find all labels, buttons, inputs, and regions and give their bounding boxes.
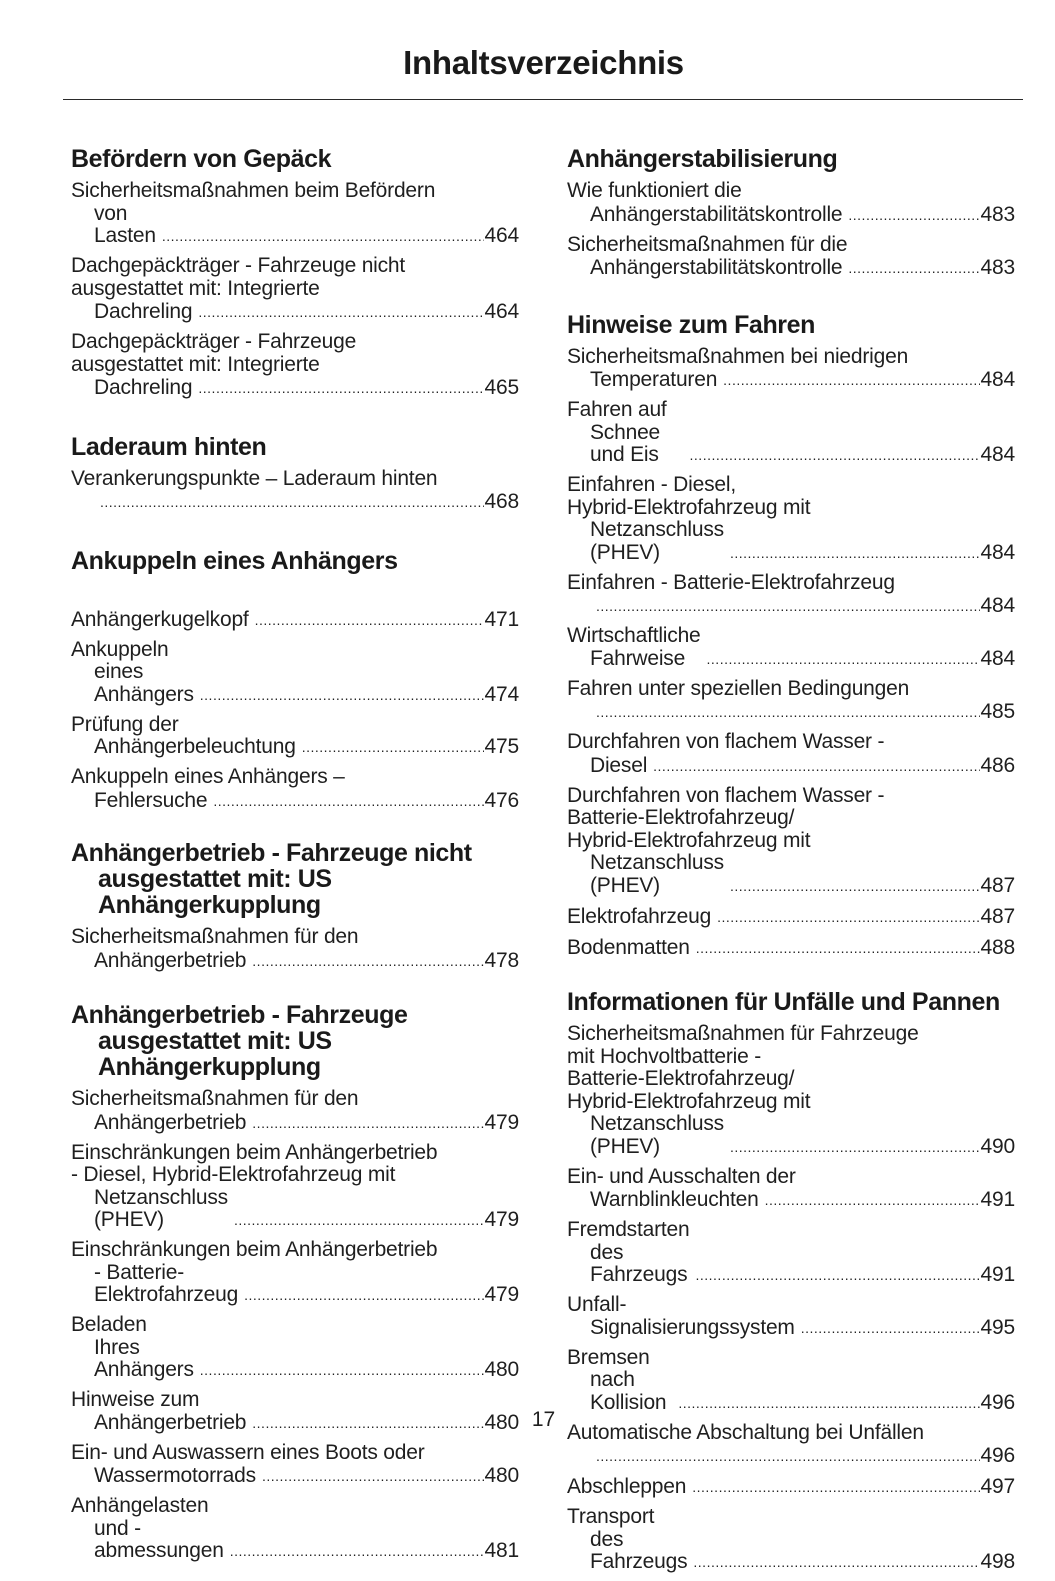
dot-leader [693, 1550, 979, 1574]
entry-page-number: 484 [980, 646, 1015, 670]
dot-leader [162, 224, 484, 248]
toc-entry-link[interactable] [567, 785, 1015, 898]
entry-title-line: Einfahren - Batterie-Elektrofahrzeug [567, 570, 895, 594]
toc-entry-link[interactable] [567, 234, 1015, 280]
dot-leader [234, 1208, 484, 1232]
toc-entry-link[interactable] [567, 1166, 1015, 1212]
entry-title-line: Hybrid-Elektrofahrzeug mit [567, 495, 811, 519]
entry-title-line: - Diesel, Hybrid-Elektrofahrzeug mit [71, 1163, 396, 1186]
toc-entry-link[interactable] [567, 731, 1015, 777]
entry-title-line: von Lasten [94, 201, 156, 247]
entry-title-line: Dachreling [94, 300, 193, 323]
entry-title-line: Wassermotorrads [94, 1464, 256, 1487]
toc-entry-link[interactable] [567, 1347, 1015, 1415]
page-number: 17 [531, 1408, 556, 1431]
entry-title-line: Sicherheitsmaßnahmen beim Befördern [71, 179, 436, 202]
entry-title-line: - Batterie-Elektrofahrzeug [94, 1260, 239, 1306]
entry-title-line: Anhängerbetrieb [94, 1110, 247, 1134]
entry-title: Wirtschaftliche Fahrweise [567, 624, 701, 670]
entry-title-line: Anhängerbetrieb [94, 948, 247, 972]
entry-title: Transport des Fahrzeugs [567, 1505, 688, 1573]
entry-title-line: Automatische Abschaltung bei Unfällen [567, 1420, 924, 1444]
entry-page-number: 497 [980, 1475, 1015, 1498]
dot-leader [200, 683, 484, 707]
toc-entry-link[interactable] [567, 1023, 1015, 1158]
entry-page-number: 498 [980, 1550, 1015, 1573]
entry-title-line: Anhängerstabilitätskontrolle [590, 202, 843, 226]
toc-entry-link[interactable] [71, 468, 519, 514]
toc-entry-link[interactable] [567, 1294, 1015, 1339]
entry-page-number: 491 [980, 1263, 1015, 1286]
entry-page-number: 479 [484, 1283, 519, 1306]
toc-entry-link[interactable] [71, 331, 519, 400]
dot-leader [100, 490, 484, 514]
entry-page-number: 483 [980, 256, 1015, 279]
entry-title-line: Wie funktioniert die [567, 179, 742, 202]
entry-title-line: Netzanschluss (PHEV) [590, 851, 724, 897]
entry-title-line: Sicherheitsmaßnahmen für den [71, 1087, 359, 1110]
entry-title-line: Sicherheitsmaßnahmen für die [567, 232, 848, 256]
dot-leader [717, 905, 979, 929]
dot-leader [213, 789, 483, 813]
entry-title-line: Einschränkungen beim Anhängerbetrieb [71, 1238, 438, 1261]
dot-leader [262, 1464, 484, 1488]
entry-title-line: Diesel [590, 753, 648, 777]
dot-leader [730, 874, 980, 898]
toc-entry-link[interactable] [71, 1495, 519, 1563]
entry-page-number: 478 [484, 948, 519, 972]
toc-entry-link[interactable] [567, 625, 1015, 670]
entry-title-line: Sicherheitsmaßnahmen bei niedrigen [567, 344, 909, 368]
entry-page-number: 487 [980, 873, 1015, 897]
toc-entry-link[interactable] [567, 1506, 1015, 1574]
toc-section [71, 840, 519, 972]
dot-leader [801, 1316, 980, 1340]
entry-title-line: Anhängerstabilitätskontrolle [590, 256, 843, 279]
entry-title-line: ausgestattet mit: Integrierte [71, 352, 320, 376]
entry-title: Fahren auf Schnee und Eis [567, 398, 667, 466]
entry-title-line: Ein- und Ausschalten der [567, 1164, 796, 1188]
toc-entry-link[interactable] [567, 905, 1015, 929]
entry-page-number: 484 [980, 594, 1015, 617]
entry-title-line: ausgestattet mit: Integrierte [71, 276, 320, 300]
dot-leader [200, 1358, 484, 1382]
entry-page-number: 484 [980, 368, 1015, 391]
entry-page-number: 484 [980, 443, 1015, 466]
entry-title-line: Dachreling [94, 376, 193, 399]
dot-leader [653, 754, 979, 778]
toc-entry-link[interactable] [567, 346, 1015, 392]
entry-title: Bremsen nach Kollision [567, 1345, 667, 1414]
toc-entry-link[interactable] [567, 678, 1015, 724]
toc-entry-link[interactable] [567, 474, 1015, 564]
section-heading: Anhängerbetrieb - Fahrzeuge nicht ausgestattet mit: US Anhängerkupplung [71, 839, 472, 919]
entry-title-line: Batterie-Elektrofahrzeug/ [567, 806, 795, 829]
entry-title-line: mit Hochvoltbatterie - [567, 1044, 762, 1068]
toc-entry-link[interactable] [567, 399, 1015, 467]
entry-title-line: Hybrid-Elektrofahrzeug mit [567, 828, 811, 852]
dot-leader [692, 1475, 979, 1499]
entry-page-number: 476 [484, 788, 519, 812]
section-heading: Anhängerbetrieb - Fahrzeuge ausgestattet mit: US Anhängerkupplung [71, 1001, 408, 1081]
left-column [71, 146, 519, 1570]
entry-title: Unfall-Signalisierungssystem [567, 1293, 795, 1339]
title-divider [63, 99, 1023, 100]
toc-entry-link[interactable] [71, 926, 519, 972]
entry-title-line: Einschränkungen beim Anhängerbetrieb [71, 1140, 438, 1164]
toc-entry-link[interactable] [71, 639, 519, 707]
entry-page-number: 484 [980, 540, 1015, 564]
entry-page-number: 480 [484, 1410, 519, 1434]
dot-leader [255, 608, 484, 632]
entry-page-number: 495 [980, 1315, 1015, 1339]
toc-entry-link[interactable] [71, 180, 519, 248]
dot-leader [198, 376, 483, 400]
entry-page-number: 487 [980, 904, 1015, 928]
entry-title-line: Dachgepäckträger - Fahrzeuge [71, 330, 357, 353]
entry-page-number: 491 [980, 1188, 1015, 1211]
section-heading: Laderaum hinten [71, 432, 267, 461]
dot-leader [690, 443, 980, 467]
entry-title-line: Durchfahren von flachem Wasser - [567, 783, 885, 807]
entry-page-number: 483 [980, 202, 1015, 226]
entry-title-line: Netzanschluss (PHEV) [590, 1112, 724, 1158]
entry-title-line: Fehlersuche [94, 788, 208, 812]
section-heading: Hinweise zum Fahren [567, 310, 816, 339]
entry-title: Prüfung der Anhängerbeleuchtung [71, 712, 296, 758]
entry-title-line: Ein- und Auswassern eines Boots oder [71, 1440, 425, 1464]
toc-entry-link[interactable] [71, 255, 519, 324]
dot-leader [730, 1135, 980, 1159]
entry-page-number: 475 [484, 735, 519, 758]
entry-title: Elektrofahrzeug [567, 904, 712, 928]
entry-title-line: Dachgepäckträger - Fahrzeuge nicht [71, 254, 406, 277]
toc-section [71, 548, 519, 813]
toc-entry-link[interactable] [71, 1239, 519, 1307]
toc-entry-link[interactable] [71, 766, 519, 812]
section-heading: Informationen für Unfälle und Pannen [567, 988, 1000, 1016]
section-heading: Anhängerstabilisierung [567, 145, 838, 173]
entry-title: Bodenmatten [567, 935, 690, 959]
toc-section [567, 312, 1015, 960]
entry-title-line: Hybrid-Elektrofahrzeug mit [567, 1089, 811, 1113]
entry-title-line: Einfahren - Diesel, [567, 473, 736, 496]
dot-leader [723, 368, 979, 392]
toc-section [567, 989, 1015, 1574]
entry-page-number: 496 [980, 1390, 1015, 1414]
toc-entry-link[interactable] [71, 1442, 519, 1488]
dot-leader [252, 949, 483, 973]
dot-leader [596, 594, 980, 618]
toc-section [71, 434, 519, 514]
toc-entry-link[interactable] [71, 714, 519, 759]
entry-title-line: Netzanschluss (PHEV) [590, 518, 724, 564]
entry-title: Ankuppeln eines Anhängers [71, 637, 194, 706]
entry-title-line: Ankuppeln eines Anhängers – [71, 765, 345, 788]
entry-page-number: 464 [484, 224, 519, 247]
section-heading: Ankuppeln eines Anhängers [71, 546, 398, 575]
entry-page-number: 485 [980, 700, 1015, 723]
entry-title: Anhängelasten und -abmessungen [71, 1494, 224, 1562]
entry-title-line: Batterie-Elektrofahrzeug/ [567, 1067, 795, 1090]
entry-title: Abschleppen [567, 1475, 687, 1498]
dot-leader [696, 936, 980, 960]
entry-title-line: Sicherheitsmaßnahmen für Fahrzeuge [567, 1022, 919, 1045]
toc-entry-link[interactable] [567, 936, 1015, 960]
entry-title-line: Verankerungspunkte – Laderaum hinten [71, 466, 438, 490]
dot-leader [765, 1188, 980, 1212]
toc-entry-link[interactable] [71, 1088, 519, 1134]
dot-leader [848, 203, 979, 227]
entry-title: Fremdstarten des Fahrzeugs [567, 1218, 690, 1286]
toc-section [71, 146, 519, 400]
entry-title: Beladen Ihres Anhängers [71, 1313, 194, 1381]
dot-leader [596, 700, 980, 724]
entry-page-number: 471 [484, 607, 519, 631]
toc-entry-link[interactable] [567, 180, 1015, 226]
entry-page-number: 464 [484, 300, 519, 323]
entry-title-line: Netzanschluss (PHEV) [94, 1185, 228, 1231]
entry-page-number: 480 [484, 1464, 519, 1487]
dot-leader [252, 1111, 483, 1135]
toc-entry-link[interactable] [567, 572, 1015, 618]
toc-section [71, 1002, 519, 1563]
entry-title-line: Warnblinkleuchten [590, 1188, 759, 1211]
dot-leader [848, 256, 979, 280]
entry-page-number: 486 [980, 753, 1015, 777]
entry-page-number: 479 [484, 1110, 519, 1134]
dot-leader [230, 1539, 484, 1563]
right-column [567, 146, 1015, 1581]
entry-title: Anhängerkugelkopf [71, 607, 249, 631]
entry-page-number: 490 [980, 1134, 1015, 1158]
dot-leader [198, 300, 483, 324]
entry-page-number: 488 [980, 935, 1015, 959]
entry-page-number: 468 [484, 490, 519, 513]
entry-title-line: Temperaturen [590, 368, 718, 391]
entry-title: Hinweise zum Anhängerbetrieb [71, 1388, 247, 1434]
entry-page-number: 479 [484, 1208, 519, 1231]
entry-title-line: Fahren unter speziellen Bedingungen [567, 676, 910, 700]
entry-title-line: Sicherheitsmaßnahmen für den [71, 925, 359, 948]
entry-page-number: 496 [980, 1444, 1015, 1467]
dot-leader [695, 1263, 979, 1287]
toc-entry-link[interactable] [71, 1314, 519, 1382]
entry-title-line: Durchfahren von flachem Wasser - [567, 730, 885, 753]
toc-entry-link[interactable] [567, 1219, 1015, 1287]
toc-entry-link[interactable] [567, 1475, 1015, 1499]
page-title: Inhaltsverzeichnis [403, 44, 684, 81]
dot-leader [244, 1283, 483, 1307]
dot-leader [707, 647, 980, 671]
entry-page-number: 481 [484, 1539, 519, 1562]
section-heading: Befördern von Gepäck [71, 145, 332, 173]
toc-entry-link[interactable] [71, 1142, 519, 1232]
toc-entry-link[interactable] [71, 608, 519, 632]
entry-page-number: 474 [484, 682, 519, 706]
entry-page-number: 480 [484, 1358, 519, 1381]
dot-leader [302, 735, 484, 759]
dot-leader [730, 541, 980, 565]
toc-section [567, 146, 1015, 280]
entry-page-number: 465 [484, 376, 519, 399]
